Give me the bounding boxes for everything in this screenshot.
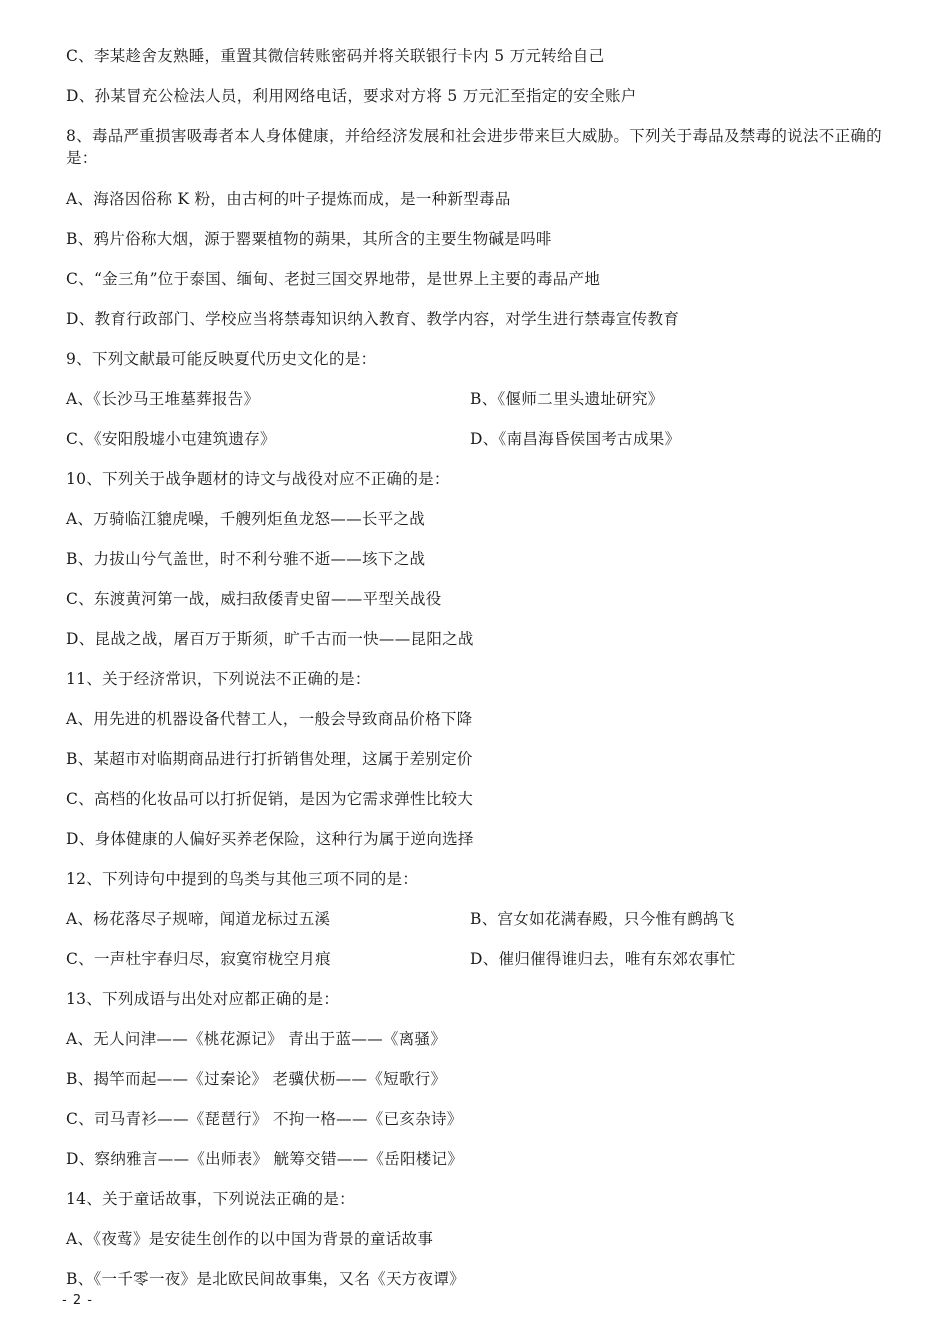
- q9-stem: 9、下列文献最可能反映夏代历史文化的是：: [66, 350, 377, 368]
- q8-stem: 8、毒品严重损害吸毒者本人身体健康，并给经济发展和社会进步带来巨大威胁。下列关于毒品及禁毒的说法不正确的是：: [66, 127, 882, 167]
- q10-option-c: C、东渡黄河第一战，威扫敌倭青史留——平型关战役: [66, 590, 442, 608]
- q11-option-a: A、用先进的机器设备代替工人，一般会导致商品价格下降: [66, 710, 473, 728]
- q10-option-d: D、昆战之战，屠百万于斯须，旷千古而一快——昆阳之战: [66, 630, 474, 648]
- q9-option-c: C、《安阳殷墟小屯建筑遗存》: [66, 430, 276, 448]
- q9-option-a: A、《长沙马王堆墓葬报告》: [66, 390, 260, 408]
- q12-option-d: D、催归催得谁归去，唯有东郊农事忙: [470, 950, 736, 968]
- q13-stem: 13、下列成语与出处对应都正确的是：: [66, 990, 340, 1008]
- q11-option-d: D、身体健康的人偏好买养老保险，这种行为属于逆向选择: [66, 830, 474, 848]
- q13-option-d: D、察纳雅言——《出师表》 觥筹交错——《岳阳楼记》: [66, 1150, 464, 1168]
- q13-option-b: B、揭竿而起——《过秦论》 老骥伏枥——《短歌行》: [66, 1070, 447, 1088]
- q10-stem: 10、下列关于战争题材的诗文与战役对应不正确的是：: [66, 470, 450, 488]
- q11-option-b: B、某超市对临期商品进行打折销售处理，这属于差别定价: [66, 750, 473, 768]
- q12-option-b: B、宫女如花满春殿，只今惟有鹧鸪飞: [470, 910, 735, 928]
- q8-option-b: B、鸦片俗称大烟，源于罂粟植物的蒴果，其所含的主要生物碱是吗啡: [66, 230, 552, 248]
- q10-option-a: A、万骑临江貔虎噪，千艘列炬鱼龙怒——长平之战: [66, 510, 426, 528]
- q12-option-c: C、一声杜宇春归尽，寂寞帘栊空月痕: [66, 950, 331, 968]
- q9-option-b: B、《偃师二里头遗址研究》: [470, 390, 664, 408]
- page-number: - 2 -: [62, 1293, 93, 1308]
- q8-option-a: A、海洛因俗称 K 粉，由古柯的叶子提炼而成，是一种新型毒品: [66, 190, 511, 208]
- q8-option-c: C、“金三角”位于泰国、缅甸、老挝三国交界地带，是世界上主要的毒品产地: [66, 270, 601, 288]
- q7-option-d: D、孙某冒充公检法人员，利用网络电话，要求对方将 5 万元汇至指定的安全账户: [66, 87, 637, 105]
- q13-option-a: A、无人问津——《桃花源记》 青出于蓝——《离骚》: [66, 1030, 447, 1048]
- q7-option-c: C、李某趁舍友熟睡，重置其微信转账密码并将关联银行卡内 5 万元转给自己: [66, 47, 605, 65]
- q10-option-b: B、力拔山兮气盖世，时不利兮骓不逝——垓下之战: [66, 550, 426, 568]
- q9-option-d: D、《南昌海昏侯国考古成果》: [470, 430, 681, 448]
- q11-stem: 11、关于经济常识，下列说法不正确的是：: [66, 670, 371, 688]
- q13-option-c: C、司马青衫——《琵琶行》 不拘一格——《已亥杂诗》: [66, 1110, 463, 1128]
- q14-stem: 14、关于童话故事，下列说法正确的是：: [66, 1190, 355, 1208]
- q12-stem: 12、下列诗句中提到的鸟类与其他三项不同的是：: [66, 870, 419, 888]
- q14-option-a: A、《夜莺》是安徒生创作的以中国为背景的童话故事: [66, 1230, 434, 1248]
- q12-option-a: A、杨花落尽子规啼，闻道龙标过五溪: [66, 910, 331, 928]
- q11-option-c: C、高档的化妆品可以打折促销，是因为它需求弹性比较大: [66, 790, 474, 808]
- q8-option-d: D、教育行政部门、学校应当将禁毒知识纳入教育、教学内容，对学生进行禁毒宣传教育: [66, 310, 680, 328]
- q14-option-b: B、《一千零一夜》是北欧民间故事集，又名《天方夜谭》: [66, 1270, 465, 1288]
